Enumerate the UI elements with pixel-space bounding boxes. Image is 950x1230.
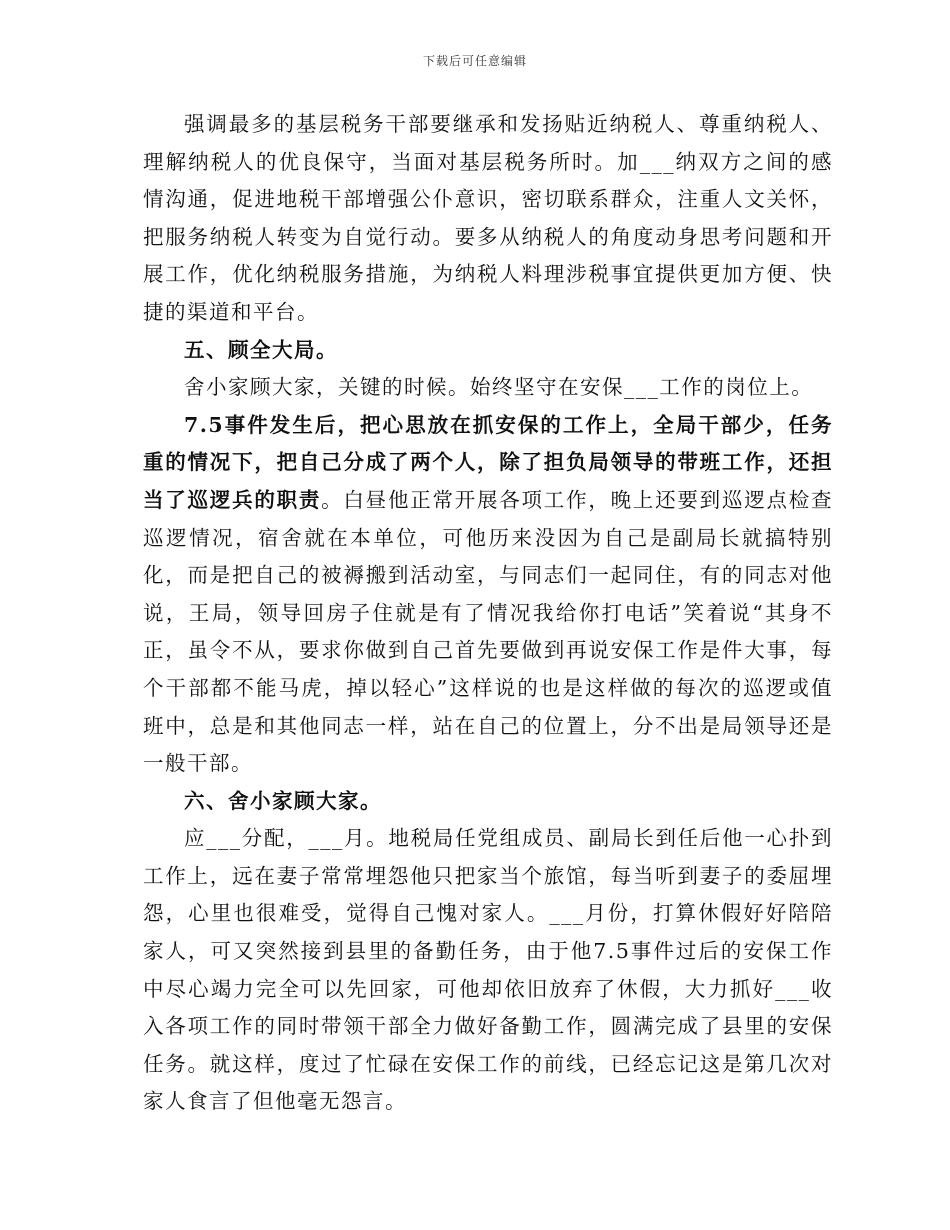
document-body	[143, 106, 833, 1121]
page-header: 下载后可任意编辑	[422, 54, 527, 68]
section-heading-five: 五、顾全大局。	[184, 337, 338, 362]
paragraph-incident	[143, 407, 833, 783]
paragraph-family: 应___分配，___月。地税局任党组成员、副局长到任后他一心扑到工作上，远在妻子常常埋怨他只把家当个旅馆，每当听到妻子的委屈埋怨，心里也很难受，觉得自己愧对家人。___月份，打算休假好好陪陪家人，可又突然接到县里的备勤任务，由于他7.5事件过后的安保工作中尽心竭力完全可以先回家，可他却依旧放弃了休假，大力抓好___收入各项工作的同时带领干部全力做好备勤工作，圆满完成了县里的安保任务。就这样，度过了忙碌在安保工作的前线，已经忘记这是第几次对家人食言了但他毫无怨言。	[143, 826, 833, 1114]
paragraph-incident-bold: 7.5事件发生后，把心思放在抓安保的工作上，全局干部少，任务重的情况下，把自己分成了两个人，除了担负局领导的带班工作，还担当了巡逻兵的职责	[143, 412, 833, 512]
paragraph-incident-rest: 。白昼他正常开展各项工作，晚上还要到巡逻点检查巡逻情况，宿舍就在本单位，可他历来没因为自己是副局长就搞特别化，而是把自己的被褥搬到活动室，与同志们一起同住，有的同志对他说，王局，领导回房子住就是有了情况我给你打电话”笑着说“其身不正，虽令不从，要求你做到自己首先要做到再说安保工作是件大事，每个干部都不能马虎，掉以轻心”这样说的也是这样做的每次的巡逻或值班中，总是和其他同志一样，站在自己的位置上，分不出是局领导还是一般干部。	[143, 487, 834, 776]
paragraph-duty: 舍小家顾大家，关键的时候。始终坚守在安保___工作的岗位上。	[184, 375, 814, 400]
section-heading-six: 六、舍小家顾大家。	[184, 788, 382, 813]
paragraph-service: 强调最多的基层税务干部要继承和发扬贴近纳税人、尊重纳税人、理解纳税人的优良保守，当面对基层税务所时。加___纳双方之间的感情沟通，促进地税干部增强公仆意识，密切联系群众，注重人文关怀，把服务纳税人转变为自觉行动。要多从纳税人的角度动身思考问题和开展工作，优化纳税服务措施，为纳税人料理涉税事宜提供更加方便、快捷的渠道和平台。	[143, 112, 833, 324]
